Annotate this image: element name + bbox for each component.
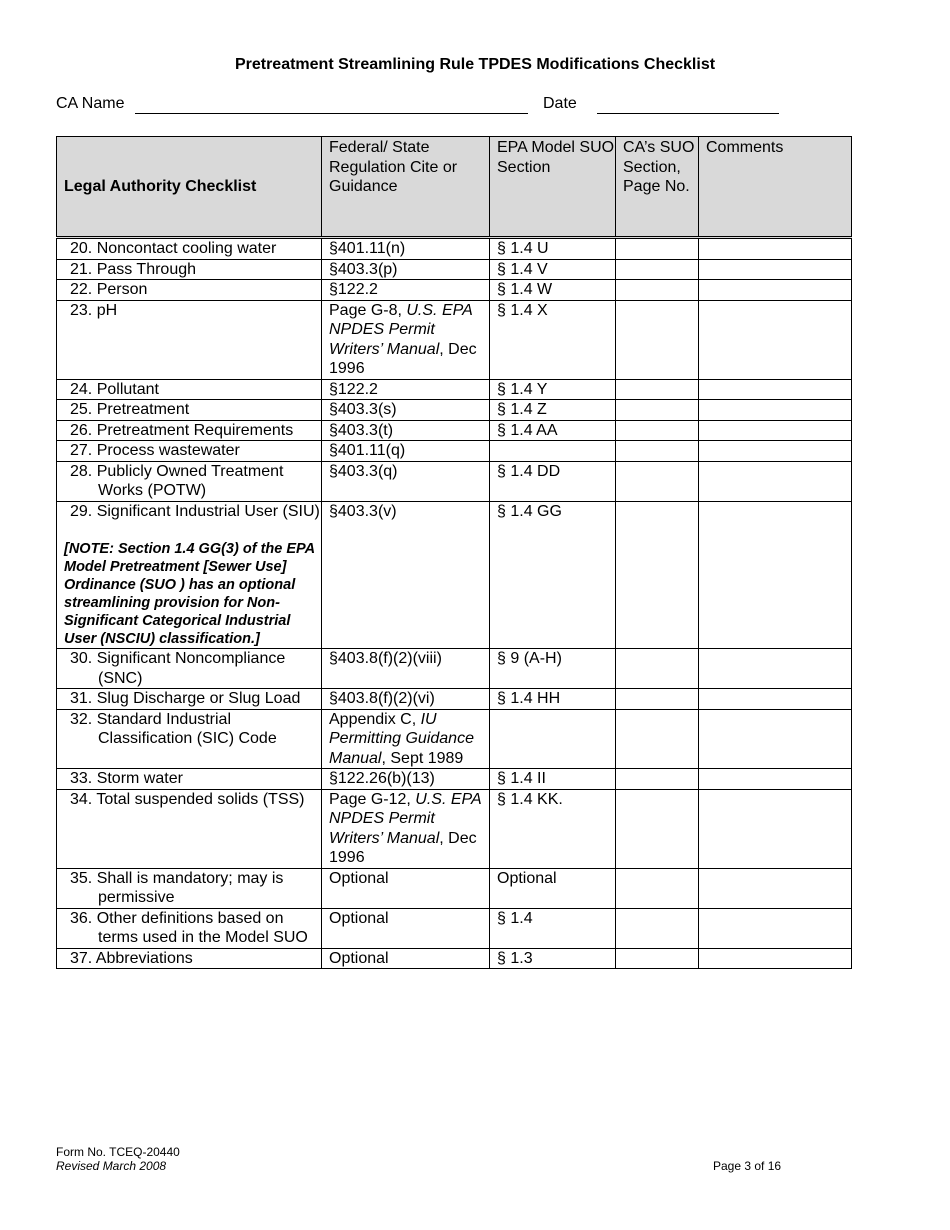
regulation-cite: §403.8(f)(2)(viii)	[322, 649, 490, 689]
checklist-item	[57, 461, 322, 501]
epa-suo-section: § 1.4 Z	[490, 400, 616, 421]
checklist-item	[57, 709, 322, 769]
checklist-item-label: 37. Abbreviations	[70, 949, 193, 967]
checklist-item-label: 22. Person	[70, 281, 148, 298]
table-row	[57, 769, 852, 790]
checklist-item-label: 25. Pretreatment	[70, 401, 190, 418]
regulation-cite	[322, 300, 490, 379]
form-number: Form No. TCEQ-20440	[56, 1145, 180, 1159]
checklist-item-label: 32. Standard Industrial Classification (SIC) Code	[70, 710, 277, 747]
table-row	[57, 420, 852, 441]
comments-cell[interactable]	[699, 400, 852, 421]
checklist-item-label: 28. Publicly Owned Treatment Works (POTW)	[70, 462, 284, 499]
regulation-cite: Optional	[322, 908, 490, 948]
checklist-item-label: 31. Slug Discharge or Slug Load	[70, 690, 301, 707]
comments-cell[interactable]	[699, 789, 852, 868]
table-row	[57, 908, 852, 948]
guidance-title: U.S. EPA NPDES Permit Writers’ Manual	[329, 790, 482, 847]
guidance-title: IU Permitting Guidance Manual	[329, 710, 474, 767]
table-row	[57, 238, 852, 260]
epa-suo-section	[490, 441, 616, 462]
regulation-cite: §401.11(n)	[322, 238, 490, 260]
table-row	[57, 259, 852, 280]
ca-suo-section-cell[interactable]	[616, 461, 699, 501]
epa-suo-section: § 1.4 KK.	[490, 789, 616, 868]
epa-suo-section: § 1.4 V	[490, 259, 616, 280]
table-row	[57, 501, 852, 649]
epa-suo-section: Optional	[490, 868, 616, 908]
checklist-item-label: 26. Pretreatment Requirements	[70, 421, 294, 439]
comments-cell[interactable]	[699, 689, 852, 710]
checklist-item-label: 27. Process wastewater	[70, 442, 240, 459]
epa-suo-section: § 1.4 HH	[490, 689, 616, 710]
comments-cell[interactable]	[699, 259, 852, 280]
comments-cell[interactable]	[699, 420, 852, 441]
page-number: Page 3 of 16	[713, 1159, 782, 1173]
date-label: Date	[543, 95, 577, 112]
comments-cell[interactable]	[699, 379, 852, 400]
header-epa-section: EPA Model SUO Section	[490, 137, 616, 238]
checklist-item-label: 36. Other definitions based on terms used in the Model SUO	[70, 909, 308, 946]
checklist-item	[57, 908, 322, 948]
checklist-item	[57, 280, 322, 301]
comments-cell[interactable]	[699, 769, 852, 790]
regulation-cite: §403.3(p)	[322, 259, 490, 280]
comments-cell[interactable]	[699, 709, 852, 769]
ca-suo-section-cell[interactable]	[616, 501, 699, 649]
date-field[interactable]	[597, 113, 779, 114]
ca-suo-section-cell[interactable]	[616, 420, 699, 441]
header-federal-cite: Federal/ State Regulation Cite or Guidance	[322, 137, 490, 238]
table-row	[57, 379, 852, 400]
ca-suo-section-cell[interactable]	[616, 908, 699, 948]
ca-name-field[interactable]	[135, 113, 528, 114]
regulation-cite: §403.8(f)(2)(vi)	[322, 689, 490, 710]
table-row	[57, 280, 852, 301]
checklist-item-label: 29. Significant Industrial User (SIU)	[70, 502, 320, 520]
checklist-item-label: 35. Shall is mandatory; may is permissive	[70, 869, 284, 906]
checklist-item	[57, 649, 322, 689]
table-row	[57, 709, 852, 769]
checklist-item-label: 21. Pass Through	[70, 260, 197, 278]
epa-suo-section: § 1.4 U	[490, 238, 616, 260]
regulation-cite: §403.3(t)	[322, 420, 490, 441]
regulation-cite: §403.3(v)	[322, 501, 490, 649]
regulation-cite: §122.2	[322, 379, 490, 400]
comments-cell[interactable]	[699, 238, 852, 260]
ca-suo-section-cell[interactable]	[616, 280, 699, 301]
checklist-item-label: 20. Noncontact cooling water	[70, 240, 277, 257]
checklist-item-label: 34. Total suspended solids (TSS)	[70, 790, 305, 808]
checklist-item	[57, 259, 322, 280]
table-row	[57, 400, 852, 421]
header-legal-authority: Legal Authority Checklist	[57, 137, 322, 238]
epa-suo-section: § 1.3	[490, 948, 616, 969]
table-row	[57, 689, 852, 710]
regulation-cite: Optional	[322, 948, 490, 969]
cite-text: Page G-8,	[329, 301, 407, 319]
ca-suo-section-cell[interactable]	[616, 689, 699, 710]
ca-suo-section-cell[interactable]	[616, 649, 699, 689]
ca-suo-section-cell[interactable]	[616, 789, 699, 868]
regulation-cite: Optional	[322, 868, 490, 908]
epa-suo-section: § 1.4 X	[490, 300, 616, 379]
revised-date: Revised March 2008	[56, 1159, 167, 1173]
checklist-item	[57, 420, 322, 441]
table-row	[57, 441, 852, 462]
ca-suo-section-cell[interactable]	[616, 300, 699, 379]
regulation-cite	[322, 709, 490, 769]
checklist-item	[57, 769, 322, 790]
checklist-item-label: 23. pH	[70, 301, 118, 319]
epa-suo-section: § 1.4 W	[490, 280, 616, 301]
comments-cell[interactable]	[699, 948, 852, 969]
table-header-row	[57, 137, 852, 238]
guidance-title: U.S. EPA NPDES Permit Writers’ Manual	[329, 301, 473, 358]
table-row	[57, 300, 852, 379]
checklist-item-label: 30. Significant Noncompliance (SNC)	[70, 650, 286, 687]
checklist-item	[57, 238, 322, 260]
ca-suo-section-cell[interactable]	[616, 709, 699, 769]
comments-cell[interactable]	[699, 501, 852, 649]
epa-suo-section: § 1.4 AA	[490, 420, 616, 441]
checklist-item	[57, 501, 322, 649]
epa-suo-section: § 1.4	[490, 908, 616, 948]
epa-suo-section: § 9 (A-H)	[490, 649, 616, 689]
comments-cell[interactable]	[699, 868, 852, 908]
header-comments: Comments	[699, 137, 852, 238]
cite-text: Appendix C,	[329, 710, 421, 728]
ca-suo-section-cell[interactable]	[616, 259, 699, 280]
ca-suo-section-cell[interactable]	[616, 868, 699, 908]
regulation-cite	[322, 789, 490, 868]
page-title: Pretreatment Streamlining Rule TPDES Modifications Checklist	[234, 56, 716, 73]
table-row	[57, 789, 852, 868]
regulation-cite: §122.26(b)(13)	[322, 769, 490, 790]
cite-text: Page G-12,	[329, 790, 416, 808]
ca-suo-section-cell[interactable]	[616, 769, 699, 790]
epa-suo-section: § 1.4 Y	[490, 379, 616, 400]
table-row	[57, 868, 852, 908]
ca-suo-section-cell[interactable]	[616, 400, 699, 421]
checklist-item	[57, 300, 322, 379]
checklist-item	[57, 789, 322, 868]
table-row	[57, 649, 852, 689]
epa-suo-section: § 1.4 GG	[490, 501, 616, 649]
table-row	[57, 948, 852, 969]
epa-suo-section: § 1.4 DD	[490, 461, 616, 501]
header-ca-suo-section: CA’s SUO Section, Page No.	[616, 137, 699, 238]
cite-text: , Dec 1996	[329, 340, 477, 377]
ca-suo-section-cell[interactable]	[616, 238, 699, 260]
comments-cell[interactable]	[699, 280, 852, 301]
checklist-item-label: 24. Pollutant	[70, 380, 159, 398]
regulation-cite: §403.3(s)	[322, 400, 490, 421]
epa-suo-section	[490, 709, 616, 769]
checklist-item	[57, 441, 322, 462]
regulation-cite: §122.2	[322, 280, 490, 301]
comments-cell[interactable]	[699, 649, 852, 689]
ca-suo-section-cell[interactable]	[616, 379, 699, 400]
comments-cell[interactable]	[699, 300, 852, 379]
legal-authority-table	[56, 136, 852, 969]
ca-suo-section-cell[interactable]	[616, 441, 699, 462]
cite-text: , Dec 1996	[329, 829, 477, 866]
epa-suo-section: § 1.4 II	[490, 769, 616, 790]
comments-cell[interactable]	[699, 461, 852, 501]
checklist-note: [NOTE: Section 1.4 GG(3) of the EPA Model Pretreatment [Sewer Use] Ordinance (SUO ) has an optional streamlining provision for Non-Significant Categorical Industrial User (NSCIU) classification.]	[64, 541, 315, 647]
checklist-item	[57, 689, 322, 710]
checklist-item	[57, 400, 322, 421]
table-row	[57, 461, 852, 501]
regulation-cite: §401.11(q)	[322, 441, 490, 462]
comments-cell[interactable]	[699, 908, 852, 948]
comments-cell[interactable]	[699, 441, 852, 462]
regulation-cite: §403.3(q)	[322, 461, 490, 501]
ca-suo-section-cell[interactable]	[616, 948, 699, 969]
checklist-item	[57, 868, 322, 908]
checklist-item	[57, 948, 322, 969]
checklist-item-label: 33. Storm water	[70, 770, 183, 787]
checklist-item	[57, 379, 322, 400]
ca-name-label: CA Name	[56, 95, 125, 112]
footer-form-info	[56, 1145, 180, 1173]
cite-text: , Sept 1989	[381, 749, 464, 767]
